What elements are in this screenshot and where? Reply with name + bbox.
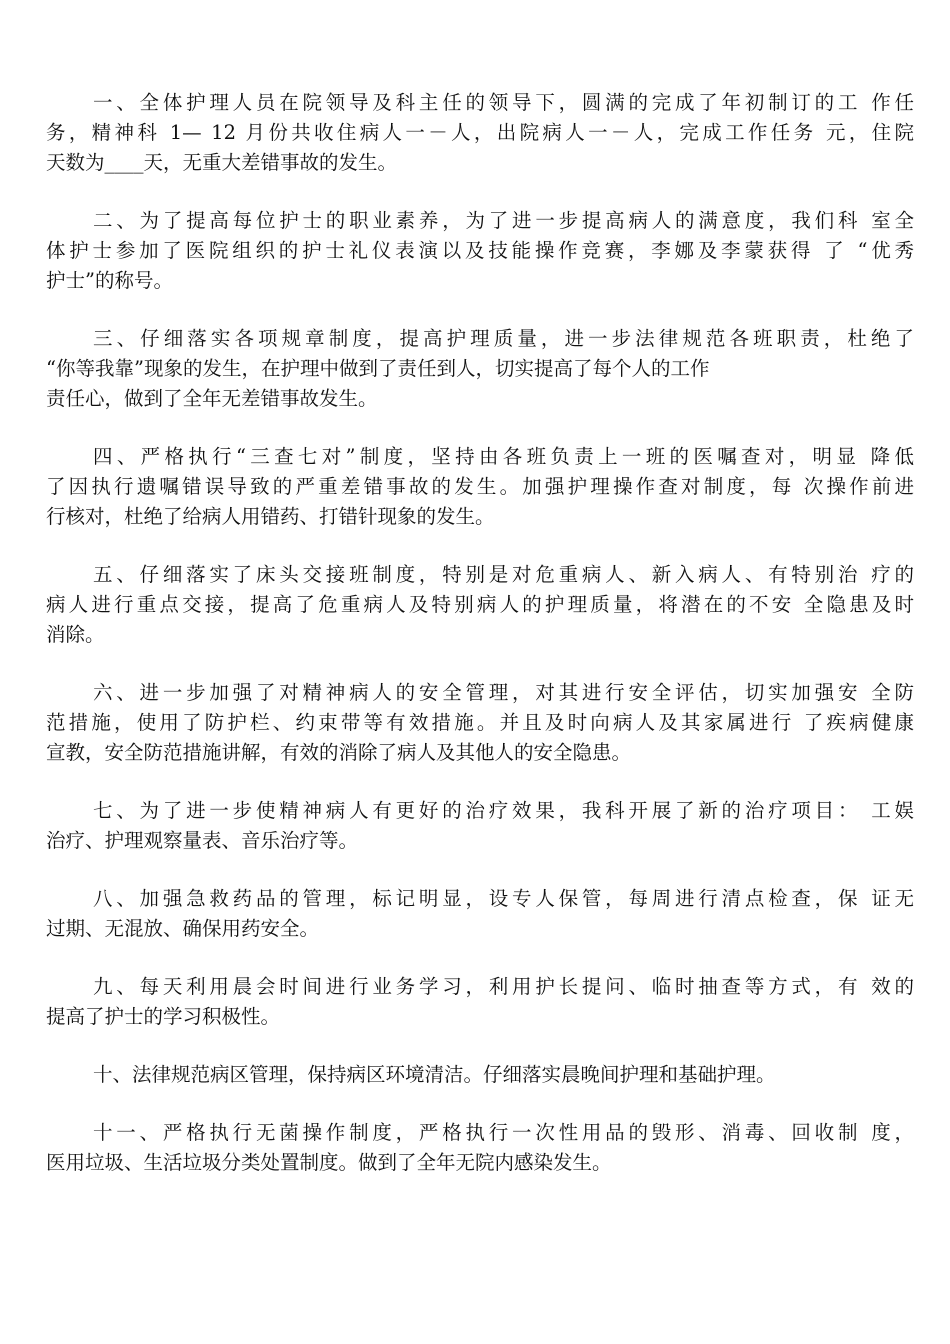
paragraph-line: 十、法律规范病区管理，保持病区环境清洁。仔细落实晨晚间护理和基础护理。 [93,1063,776,1086]
paragraph-line: 范措施，使用了防护栏、约束带等有效措施。并且及时向病人及其家属进行 了疾病健康 [46,711,914,734]
paragraph-line: 四、严格执行“三查七对”制度，坚持由各班负责上一班的医嘱查对，明显 降低 [93,445,914,468]
paragraph-line: 医用垃圾、生活垃圾分类处置制度。做到了全年无院内感染发生。 [46,1151,612,1174]
paragraph-line: 七、为了进一步使精神病人有更好的治疗效果，我科开展了新的治疗项目： 工娱 [93,799,914,822]
paragraph-7 [46,796,914,856]
paragraph-line: 二、为了提高每位护士的职业素养，为了进一步提高病人的满意度，我们科 室全 [93,209,914,232]
paragraph-4 [46,442,914,532]
paragraph-line: 过期、无混放、确保用药安全。 [46,917,320,940]
paragraph-5 [46,560,914,650]
paragraph-line: 三、仔细落实各项规章制度，提高护理质量，进一步法律规范各班职责，杜绝了 [93,327,914,350]
paragraph-2 [46,206,914,296]
paragraph-line: 宣教，安全防范措施讲解，有效的消除了病人及其他人的安全隐患。 [46,741,632,764]
paragraph-line: “你等我靠”现象的发生，在护理中做到了责任到人，切实提高了每个人的工作 [46,357,710,380]
paragraph-line: 十一、严格执行无菌操作制度，严格执行一次性用品的毁形、消毒、回收制 度， [93,1121,914,1144]
paragraph-9 [46,972,914,1032]
paragraph-line: 消除。 [46,623,105,646]
paragraph-line: 体护士参加了医院组织的护士礼仪表演以及技能操作竞赛，李娜及李蒙获得 了 “优秀 [46,239,914,262]
paragraph-line: 九、每天利用晨会时间进行业务学习，利用护长提问、临时抽查等方式，有 效的 [93,975,914,998]
paragraph-line: 了因执行遗嘱错误导致的严重差错事故的发生。加强护理操作查对制度，每 次操作前进 [46,475,914,498]
paragraph-line: 提高了护士的学习积极性。 [46,1005,281,1028]
paragraph-line: 病人进行重点交接，提高了危重病人及特别病人的护理质量，将潜在的不安 全隐患及时 [46,593,914,616]
paragraph-6 [46,678,914,768]
paragraph-1 [46,88,914,178]
paragraph-line: 护士”的称号。 [46,269,173,292]
paragraph-line: 责任心，做到了全年无差错事故发生。 [46,387,378,410]
paragraph-8 [46,884,914,944]
paragraph-3 [46,324,914,414]
paragraph-line: 治疗、护理观察量表、音乐治疗等。 [46,829,359,852]
paragraph-line: 天数为____天，无重大差错事故的发生。 [46,151,398,174]
paragraph-line: 务，精神科 1— 12 月份共收住病人一－人，出院病人一－人，完成工作任务 元，住院 [46,121,914,144]
paragraph-line: 行核对，杜绝了给病人用错药、打错针现象的发生。 [46,505,495,528]
paragraph-line: 六、进一步加强了对精神病人的安全管理，对其进行安全评估，切实加强安 全防 [93,681,914,704]
paragraph-line: 八、加强急救药品的管理，标记明显，设专人保管，每周进行清点检查，保 证无 [93,887,914,910]
paragraph-10 [46,1060,914,1090]
paragraph-line: 一、全体护理人员在院领导及科主任的领导下，圆满的完成了年初制订的工 作任 [93,91,914,114]
paragraph-line: 五、仔细落实了床头交接班制度，特别是对危重病人、新入病人、有特别治 疗的 [93,563,914,586]
paragraph-11 [46,1118,914,1178]
